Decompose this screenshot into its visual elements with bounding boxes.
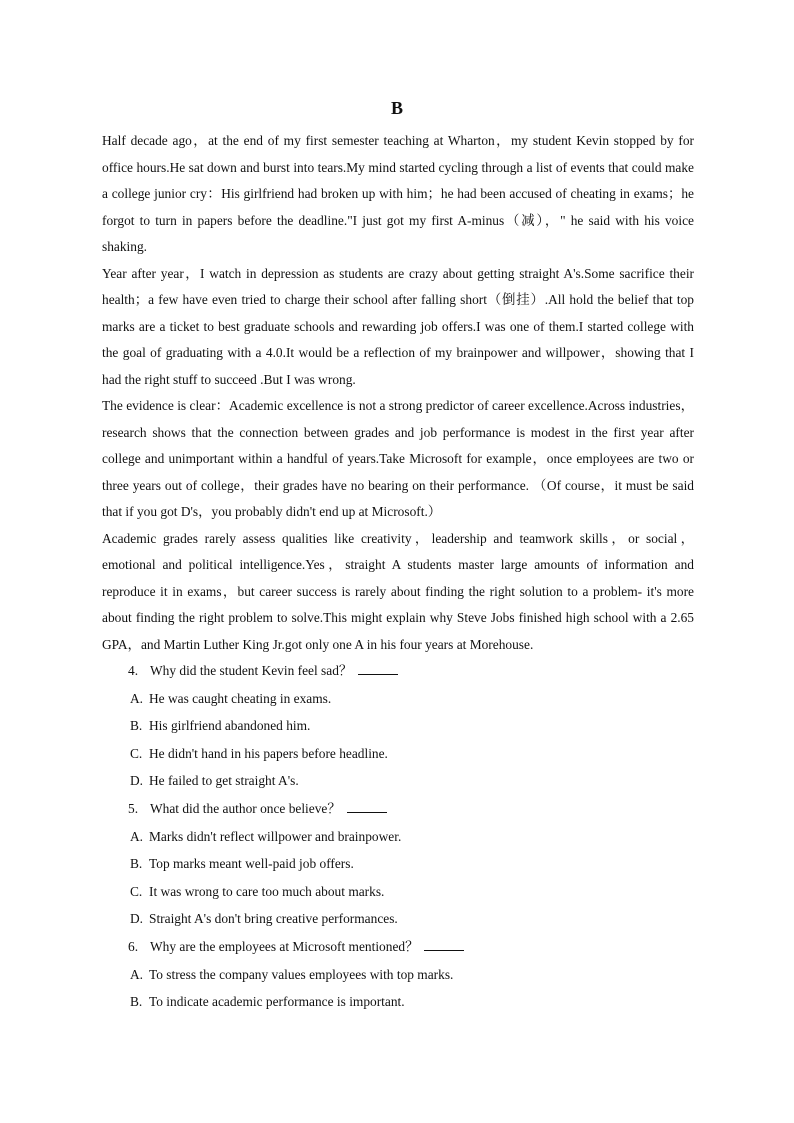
option-letter: D. [130, 773, 144, 789]
answer-blank[interactable] [347, 800, 387, 813]
question-number: 6. [128, 938, 139, 954]
answer-blank[interactable] [424, 938, 464, 951]
question-text: Why did the student Kevin feel sad？ [150, 663, 353, 678]
passage-paragraph: Year after year，I watch in depression as students are crazy about getting straight A's.Some sacrifice their health；a few have even tried to charge their school after falling short（倒挂）.All hold the belief that top marks are a ticket to best graduate schools and rewarding job offers.I was one of them.I started college with the goal of graduating with a 4.0.It would be a reflection of my brainpower and willpower，showing that I had the right stuff to succeed .But I was wrong. [102, 265, 694, 387]
option-letter: A. [130, 690, 144, 706]
question-stem [128, 933, 688, 961]
option-letter: B. [130, 994, 143, 1010]
option-text: To stress the company values employees with top marks. [149, 966, 454, 982]
option-text: He was caught cheating in exams. [149, 690, 332, 706]
option-c [128, 878, 688, 906]
option-letter: D. [130, 911, 144, 927]
question-4 [128, 657, 688, 795]
question-number: 4. [128, 663, 139, 678]
option-text: To indicate academic performance is important. [149, 994, 405, 1010]
option-d [128, 905, 688, 933]
option-a [128, 685, 688, 713]
question-stem [128, 657, 688, 685]
option-text: His girlfriend abandoned him. [149, 718, 311, 734]
reading-passage [102, 128, 694, 658]
option-c [128, 740, 688, 768]
option-d [128, 767, 688, 795]
option-text: Straight A's don't bring creative performances. [149, 911, 398, 927]
question-stem [128, 795, 688, 823]
option-letter: A. [130, 828, 144, 844]
answer-blank[interactable] [358, 662, 398, 675]
question-6 [128, 933, 688, 1016]
option-text: Marks didn't reflect willpower and brainpower. [149, 828, 402, 844]
passage-paragraph: Half decade ago，at the end of my first semester teaching at Wharton，my student Kevin stopped by for office hours.He sat down and burst into tears.My mind started cycling through a list of events that could make a college junior cry：His girlfriend had broken up with him；he had been accused of cheating in exams；he forgot to turn in papers before the deadline."I just got my first A-minus（减），" he said with his voice shaking. [102, 133, 694, 254]
question-5 [128, 795, 688, 933]
question-text: What did the author once believe？ [150, 800, 341, 816]
passage-paragraph: Academic grades rarely assess qualities like creativity，leadership and teamwork skills，or social，emotional and political intelligence.Yes，straight A students master large amounts of information and reproduce it in exams，but career success is rarely about finding the right solution to a problem- it's more about finding the right problem to solve.This might explain why Steve Jobs finished high school with a 2.65 GPA，and Martin Luther King Jr.got only one A in his four years at Morehouse. [102, 530, 694, 652]
question-text: Why are the employees at Microsoft mentioned？ [150, 938, 419, 954]
question-number: 5. [128, 800, 139, 816]
option-letter: A. [130, 966, 144, 982]
option-letter: C. [130, 745, 143, 761]
passage-paragraph: The evidence is clear：Academic excellence is not a strong predictor of career excellence.Across industries，research shows that the connection between grades and job performance is modest in the first year after college and unimportant within a handful of years.Take Microsoft for example，once employees are two or three years out of college，their grades have no bearing on their performance. （Of course，it must be said that if you got D's，you probably didn't end up at Microsoft.） [102, 398, 694, 519]
option-text: He didn't hand in his papers before headline. [149, 745, 388, 761]
option-a [128, 961, 688, 989]
option-b [128, 988, 688, 1016]
option-text: Top marks meant well-paid job offers. [149, 856, 354, 872]
option-a [128, 823, 688, 851]
section-title: B [390, 98, 403, 118]
question-list [128, 657, 688, 1016]
option-letter: B. [130, 718, 143, 734]
option-letter: B. [130, 856, 143, 872]
option-text: He failed to get straight A's. [149, 773, 299, 789]
option-b [128, 712, 688, 740]
option-letter: C. [130, 883, 143, 899]
option-text: It was wrong to care too much about marks. [149, 883, 385, 899]
option-b [128, 850, 688, 878]
